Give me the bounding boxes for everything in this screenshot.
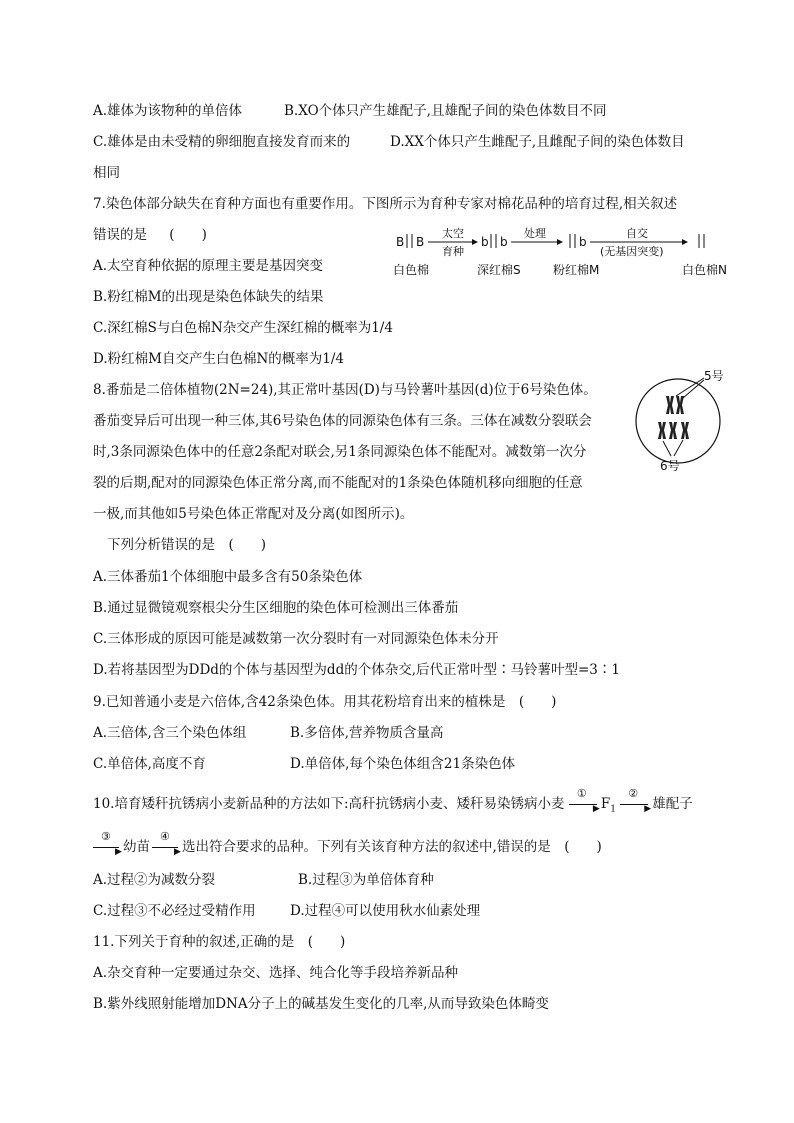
q7-stem-text: 错误的是: [93, 227, 147, 243]
q8-option-a: A.三体番茄1个体细胞中最多含有50条染色体: [93, 569, 363, 585]
q10-male-gamete: 雄配子: [652, 796, 693, 812]
q7-option-a: A.太空育种依据的原理主要是基因突变: [93, 258, 324, 274]
q10-option-c: C.过程③不必经过受精作用: [93, 903, 256, 919]
q11-option-b: B.紫外线照射能增加DNA分子上的碱基发生变化的几率,从而导致染色体畸变: [93, 996, 549, 1012]
q6-option-d-continued: 相同: [93, 165, 120, 181]
q6-option-d: D.XX个体只产生雌配子,且雌配子间的染色体数目: [390, 134, 685, 150]
q9-stem: 9.已知普通小麦是六倍体,含42条染色体。用其花粉培育出来的植株是 ( ): [93, 694, 557, 710]
step-4-label: ④: [160, 830, 170, 843]
label-deep-red-cotton-s: 深红棉S: [477, 263, 521, 277]
label-white-cotton-n: 白色棉N: [682, 263, 727, 277]
q7-stem-line1: 7.染色体部分缺失在育种方面也有重要作用。下图所示为育种专家对棉花品种的培育过程,相关叙述: [93, 196, 678, 212]
q10-seedling: 幼苗: [123, 839, 150, 855]
q6-option-b: B.XO个体只产生雄配子,且雄配子间的染色体数目不同: [284, 103, 607, 119]
q8-stem-line2: 番茄变异后可出现一种三体,其6号染色体的同源染色体有三条。三体在减数分裂联会: [93, 413, 592, 429]
q8-stem-line5: 一极,而其他如5号染色体正常配对及分离(如图所示)。: [93, 506, 414, 522]
diagram-gene-1b: B: [416, 235, 425, 249]
diagram-gene-1a: B: [396, 235, 405, 249]
diagram-gene-2a: b: [481, 235, 489, 249]
q7-option-d: D.粉红棉M自交产生白色棉N的概率为1/4: [93, 351, 344, 367]
q10-arrow-step3: ③ ▶: [93, 837, 123, 857]
q9-option-b: B.多倍体,营养物质含量高: [290, 725, 444, 741]
step-3-label: ③: [101, 830, 111, 843]
fig-label-chromosome-6: 6号: [660, 459, 680, 473]
arrow3-label-top: 自交: [626, 227, 648, 240]
q7-breeding-diagram: [390, 224, 740, 280]
q10-option-b: B.过程③为单倍体育种: [298, 872, 434, 888]
q10-option-d: D.过程④可以使用秋水仙素处理: [290, 903, 481, 919]
arrow1-label-bottom: 育种: [442, 245, 464, 258]
label-pink-cotton-m: 粉红棉M: [553, 263, 600, 277]
arrow2-label-top: 处理: [524, 227, 546, 240]
q10-f1: $F_1$: [600, 796, 616, 815]
q9-option-d: D.单倍体,每个染色体组含21条染色体: [290, 756, 516, 772]
q7-option-b: B.粉红棉M的出现是染色体缺失的结果: [93, 289, 324, 305]
q7-option-c: C.深红棉S与白色棉N杂交产生深红棉的概率为1/4: [93, 320, 393, 336]
step-2-label: ②: [628, 787, 639, 800]
q10-stem-line2: [93, 830, 602, 857]
q10-arrow-step4: ④ ▶: [150, 837, 182, 857]
q8-stem-line6: 下列分析错误的是 ( ): [107, 537, 267, 553]
diagram-gene-2b: b: [500, 235, 508, 249]
q10-option-a: A.过程②为减数分裂: [93, 872, 216, 888]
q6-option-a: A.雄体为该物种的单倍体: [93, 103, 243, 119]
q8-stem-line1: 8.番茄是二倍体植物(2N=24),其正常叶基因(D)与马铃薯叶基因(d)位于6号染色体。: [93, 382, 597, 398]
q9-option-c: C.单倍体,高度不育: [93, 756, 206, 772]
q8-option-d: D.若将基因型为DDd的个体与基因型为dd的个体杂交,后代正常叶型∶马铃薯叶型=3∶1: [93, 662, 620, 678]
step-1-label: ①: [576, 787, 587, 800]
arrow1-label-top: 太空: [442, 227, 464, 240]
label-white-cotton: 白色棉: [393, 263, 430, 277]
q8-meiosis-cell-figure: [628, 366, 738, 476]
q8-stem-line4: 裂的后期,配对的同源染色体正常分离,而不能配对的1条染色体随机移向细胞的任意: [93, 475, 583, 491]
q10-arrow-step1: ① ▶: [569, 794, 601, 814]
q7-stem-line2: [93, 225, 207, 245]
q10-arrow-step2: ② ▶: [620, 794, 652, 814]
q10-stem-text2: 选出符合要求的品种。下列有关该育种方法的叙述中,错误的是 ( ): [182, 839, 602, 855]
q11-option-a: A.杂交育种一定要通过杂交、选择、纯合化等手段培养新品种: [93, 965, 459, 981]
q11-stem: 11.下列关于育种的叙述,正确的是 ( ): [93, 934, 346, 950]
q7-answer-blank: ( ): [169, 227, 207, 243]
q8-option-c: C.三体形成的原因可能是减数第一次分裂时有一对同源染色体未分开: [93, 631, 499, 647]
q8-option-b: B.通过显微镜观察根尖分生区细胞的染色体可检测出三体番茄: [93, 600, 459, 616]
q10-stem-line1: [93, 787, 693, 820]
arrow3-label-bottom: (无基因突变): [600, 245, 664, 258]
q10-stem-text: 10.培育矮秆抗锈病小麦新品种的方法如下:高秆抗锈病小麦、矮秆易染锈病小麦: [93, 796, 565, 812]
diagram-gene-3: b: [579, 235, 587, 249]
q9-option-a: A.三倍体,含三个染色体组: [93, 725, 247, 741]
fig-label-chromosome-5: 5号: [704, 369, 724, 383]
q6-option-c: C.雄体是由未受精的卵细胞直接发育而来的: [93, 134, 351, 150]
q8-stem-line3: 时,3条同源染色体中的任意2条配对联会,另1条同源染色体不能配对。减数第一次分: [93, 444, 587, 460]
